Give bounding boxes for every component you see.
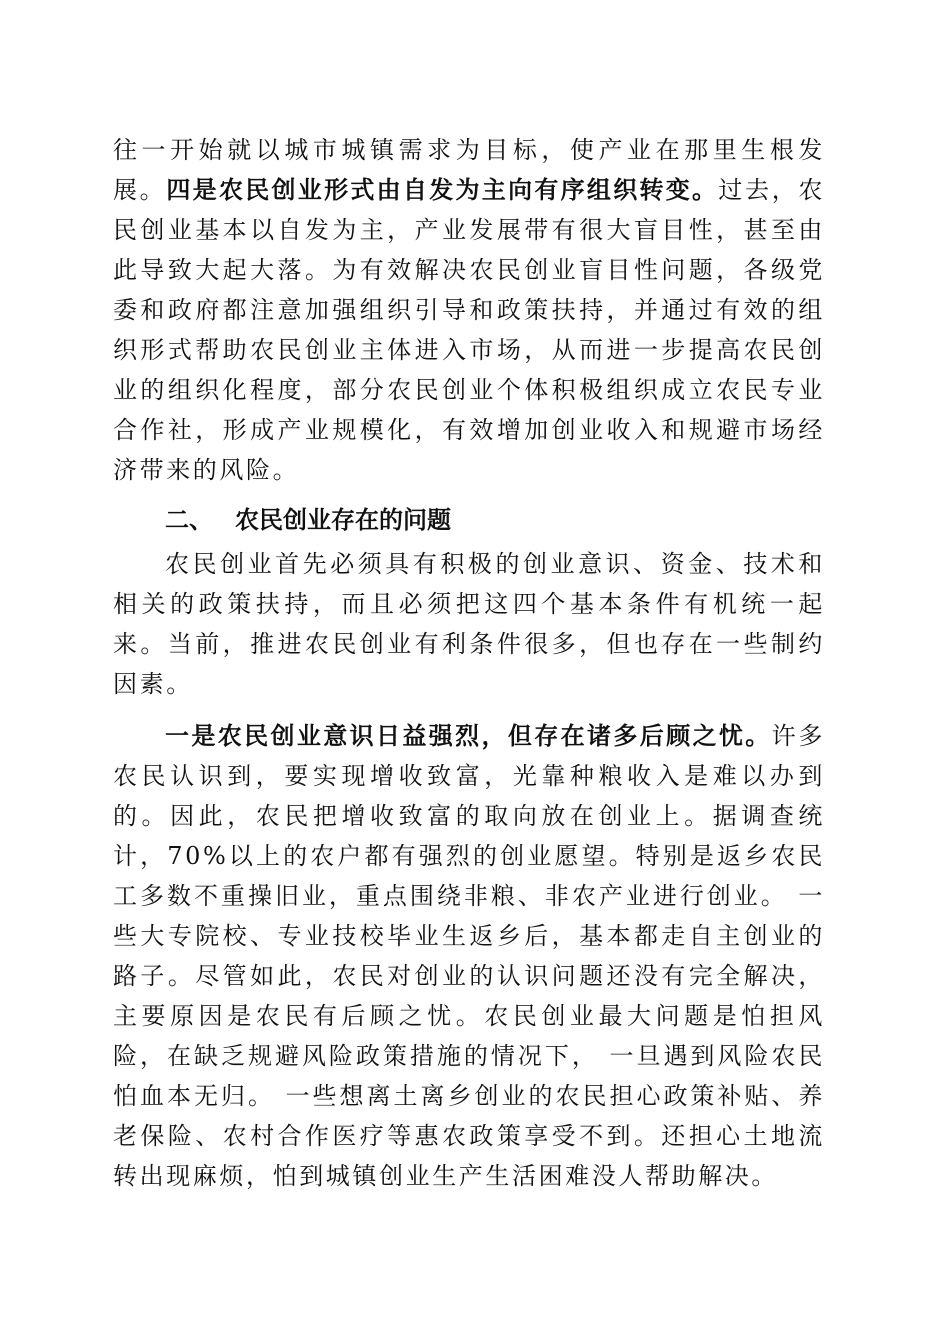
paragraph-1-text-start: 往一开始就以城市城镇需求为目标，使产业在那里生根发展。 <box>113 136 825 204</box>
paragraph-1-bold-point: 四是农民创业形式由自发为主向有序组织转变。 <box>166 176 719 204</box>
section-number: 二、 <box>165 506 213 534</box>
paragraph-2: 农民创业首先必须具有积极的创业意识、资金、技术和相关的政策扶持，而且必须把这四个基本条件有机统一起来。当前，推进农民创业有利条件很多，但也存在一些制约因素。 <box>113 550 825 698</box>
paragraph-3 <box>113 716 825 1196</box>
paragraph-1 <box>113 130 825 490</box>
spacer <box>113 490 825 494</box>
paragraph-3-bold-point: 一是农民创业意识日益强烈，但存在诸多后顾之忧。 <box>165 722 772 750</box>
section-heading-2 <box>113 500 825 540</box>
spacer <box>113 704 825 716</box>
section-title: 农民创业存在的问题 <box>235 506 451 534</box>
paragraph-3-text: 许多农民认识到，要实现增收致富，光靠种粮收入是难以办到的。因此，农民把增收致富的取向放在创业上。据调查统计，70%以上的农户都有强烈的创业愿望。特别是返乡农民工多数不重操旧业，重点围绕非粮、非农产业进行创业。 一些大专院校、专业技校毕业生返乡后，基本都走自主创业的路子。尽管如此，农民对创业的认识问题还没有完全解决，主要原因是农民有后顾之忧。农民创业最大问题是怕担风险，在缺乏规避风险政策措施的情况下， 一旦遇到风险农民怕血本无归。 一些想离土离乡创业的农民担心政策补贴、养老保险、农村合作医疗等惠农政策享受不到。还担心土地流转出现麻烦，怕到城镇创业生产生活困难没人帮助解决。 <box>113 722 825 1190</box>
document-body <box>113 130 825 1196</box>
paragraph-1-text-end: 过去，农民创业基本以自发为主，产业发展带有很大盲目性，甚至由此导致大起大落。为有效解决农民创业盲目性问题，各级党委和政府都注意加强组织引导和政策扶持，并通过有效的组织形式帮助农民创业主体进入市场，从而进一步提高农民创业的组织化程度，部分农民创业个体积极组织成立农民专业合作社，形成产业规模化，有效增加创业收入和规避市场经济带来的风险。 <box>113 176 825 484</box>
